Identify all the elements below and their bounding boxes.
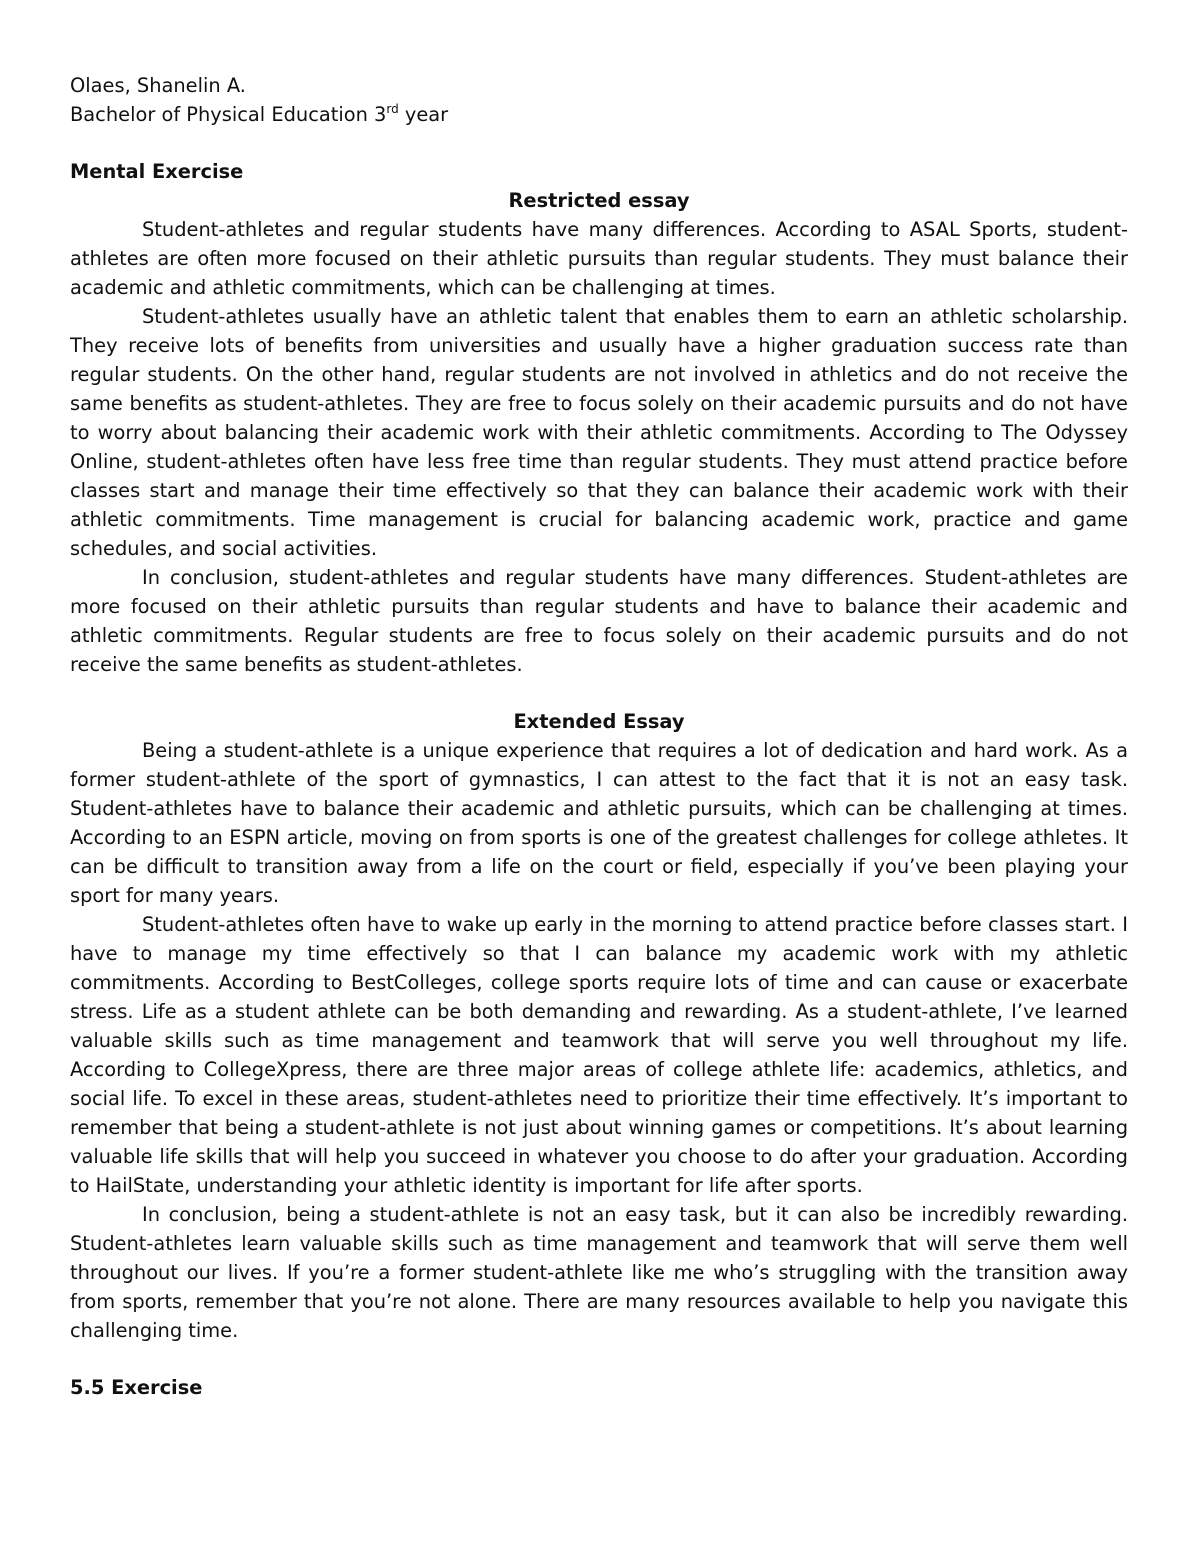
program-ordinal: rd (386, 102, 399, 116)
program-line (70, 100, 1128, 129)
extended-essay-heading: Extended Essay (513, 710, 685, 733)
extended-paragraph-3: In conclusion, being a student-athlete is not an easy task, but it can also be incredibly rewarding. Student-athletes learn valuable skills such as time management and teamwork that will serve them well throughout our lives. If you’re a former student-athlete like me who’s struggling with the transition away from sports, remember that you’re not alone. There are many resources available to help you navigate this challenging time. (70, 1203, 1128, 1342)
spacer (70, 679, 1128, 707)
spacer (70, 129, 1128, 157)
program-text: Bachelor of Physical Education 3 (70, 103, 387, 126)
spacer (70, 1345, 1128, 1373)
restricted-essay-heading: Restricted essay (508, 189, 690, 212)
mental-exercise-heading: Mental Exercise (70, 160, 244, 183)
program-suffix: year (398, 103, 449, 126)
extended-paragraph-2: Student-athletes often have to wake up early in the morning to attend practice before classes start. I have to manage my time effectively so that I can balance my academic work with my athletic commitments. According to BestColleges, college sports require lots of time and can cause or exacerbate stress. Life as a student athlete can be both demanding and rewarding. As a student-athlete, I’ve learned valuable skills such as time management and teamwork that will serve you well throughout my life. According to CollegeXpress, there are three major areas of college athlete life: academics, athletics, and social life. To excel in these areas, student-athletes need to prioritize their time effectively. It’s important to remember that being a student-athlete is not just about winning games or competitions. It’s about learning valuable life skills that will help you succeed in whatever you choose to do after your graduation. According to HailState, understanding your athletic identity is important for life after sports. (70, 913, 1128, 1197)
extended-paragraph-1: Being a student-athlete is a unique experience that requires a lot of dedication and hard work. As a former student-athlete of the sport of gymnastics, I can attest to the fact that it is not an easy task. Student-athletes have to balance their academic and athletic pursuits, which can be challenging at times. According to an ESPN article, moving on from sports is one of the greatest challenges for college athletes. It can be difficult to transition away from a life on the court or field, especially if you’ve been playing your sport for many years. (70, 739, 1128, 907)
exercise-5-5-heading: 5.5 Exercise (70, 1376, 203, 1399)
author-name: Olaes, Shanelin A. (70, 74, 246, 97)
restricted-paragraph-3: In conclusion, student-athletes and regular students have many differences. Student-athletes are more focused on their athletic pursuits than regular students and have to balance their academic and athletic commitments. Regular students are free to focus solely on their academic pursuits and do not receive the same benefits as student-athletes. (70, 566, 1128, 676)
restricted-paragraph-2: Student-athletes usually have an athletic talent that enables them to earn an athletic scholarship. They receive lots of benefits from universities and usually have a higher graduation success rate than regular students. On the other hand, regular students are not involved in athletics and do not receive the same benefits as student-athletes. They are free to focus solely on their academic pursuits and do not have to worry about balancing their academic work with their athletic commitments. According to The Odyssey Online, student-athletes often have less free time than regular students. They must attend practice before classes start and manage their time effectively so that they can balance their academic work with their athletic commitments. Time management is crucial for balancing academic work, practice and game schedules, and social activities. (70, 305, 1128, 560)
restricted-paragraph-1: Student-athletes and regular students have many differences. According to ASAL Sports, student-athletes are often more focused on their athletic pursuits than regular students. They must balance their academic and athletic commitments, which can be challenging at times. (70, 218, 1128, 299)
